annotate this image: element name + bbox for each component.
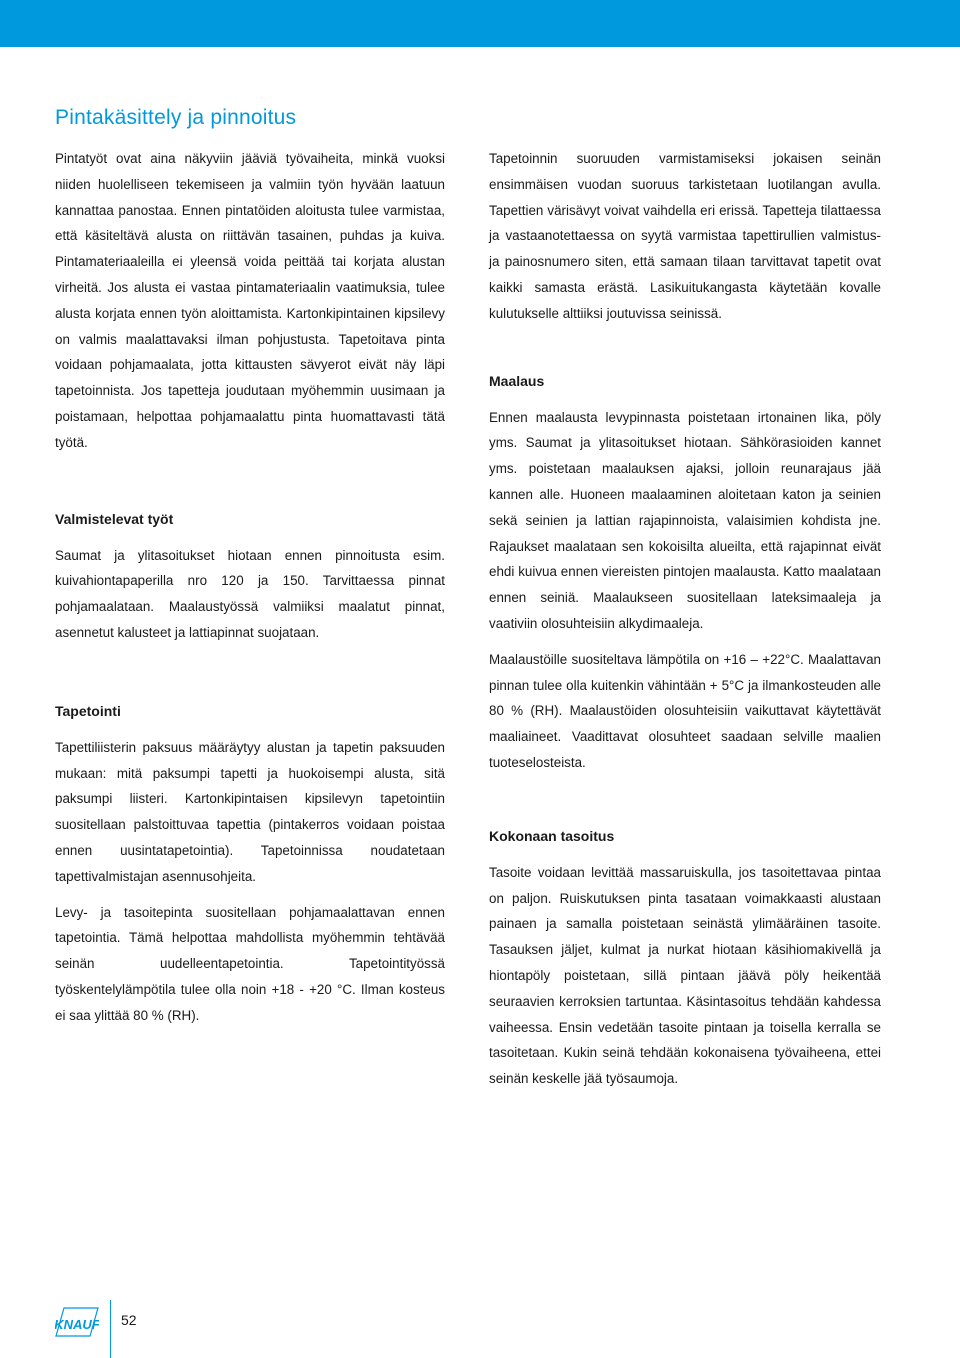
footer-divider <box>110 1300 111 1358</box>
tapetointi-continued-paragraph: Tapetoinnin suoruuden varmistamiseksi jokaisen seinän ensimmäisen vuodan suoruus tarkistetaan luotilangan avulla. Tapettien värisävyt voivat vaihdella eri erissä. Tapetteja tilattaessa ja vastaanotettaessa on syytä varmistaa tapettirullien valmistus- ja painosnumero siten, että samaan tilaan tarvittavat tapetit ovat kaikki samasta erästä. Lasikuitukangasta käytetään kovalle kulutukselle alttiiksi joutuvissa seinissä. <box>489 151 881 321</box>
right-column <box>489 146 881 1092</box>
intro-paragraph: Pintatyöt ovat aina näkyviin jääviä työvaiheita, minkä vuoksi niiden huolelliseen tekemiseen ja valmiin työn hyvään laatuun kannattaa panostaa. Ennen pintatöiden aloitusta tulee varmistaa, että käsiteltävä alusta on riittävän tasainen, puhdas ja kuiva. Pintamateriaaleilla ei yleensä voida peittää tai korjata alustan virheitä. Jos alusta ei vastaa pintamateriaalin vaatimuksia, tulee alusta korjata ennen työn aloittamista. Kartonkipintainen kipsilevy on valmis maalattavaksi ilman pohjustusta. Tapetoitava pinta voidaan pohjamaalata, jotta kittausten sävyerot eivät näy läpi tapetoinnista. Jos tapetteja joudutaan myöhemmin uusimaan ja poistamaan, helpottaa pohjamaalattu pinta huomattavasti tätä työtä. <box>55 151 445 450</box>
knauf-logo <box>55 1306 99 1343</box>
kokonaan-tasoitus-paragraph: Tasoite voidaan levittää massaruiskulla, jos tasoitettavaa pintaa on paljon. Ruiskutuksen pinta tasataan voimakkaasti alustaan painaen ja samalla poistetaan seinästä ylimääräinen tasoite. Tasauksen jäljet, kulmat ja nurkat hiotaan käsihiomakivellä ja hiontapöly poistetaan, sillä pintaan jäävä pöly heikentää seuraavien kerroksien tartuntaa. Käsintasoitus tehdään kahdessa vaiheessa. Ensin vedetään tasoite pintaan ja toisella kerralla se tasoitetaan. Kukin seinä tehdään kokonaisena työvaiheena, ettei seinän keskelle jää työsaumoja. <box>489 864 881 1087</box>
left-column <box>55 146 445 1029</box>
tapetointi-paragraph-1: Tapettiliisterin paksuus määräytyy alustan ja tapetin paksuuden mukaan: mitä paksumpi tapetti ja huokoisempi alusta, sitä paksumpi liisteri. Kartonkipintaisen kipsilevyn tapetointiin suositellaan palstoittuvaa tapettia (pintakerros voidaan poistaa ennen uusintatapetointia). Tapetoinnissa noudatetaan tapettivalmistajan asennusohjeita. <box>55 739 445 884</box>
heading-tapetointi: Tapetointi <box>55 702 121 719</box>
tapetointi-paragraph-2: Levy- ja tasoitepinta suositellaan pohjamaalattavan ennen tapetointia. Tämä helpottaa mahdollista myöhemmin tehtävää seinän uudelleentapetointia. Tapetointityössä työskentelylämpötila tulee olla noin +18 - +20 °C. Ilman kosteus ei saa ylittää 80 % (RH). <box>55 904 445 1023</box>
heading-valmistelevat-tyot: Valmistelevat työt <box>55 510 174 527</box>
page-number: 52 <box>121 1312 137 1328</box>
top-accent-bar <box>0 0 960 47</box>
maalaus-paragraph-1: Ennen maalausta levypinnasta poistetaan irtonainen lika, pöly yms. Saumat ja ylitasoitukset hiotaan. Sähkörasioiden kannet yms. poistetaan maalauksen ajaksi, jolloin reunarajaus jää kannen alle. Huoneen maalaaminen aloitetaan katon ja seinien sekä seinien ja lattian rajapinnoista, valaisimien kohdista jne. Rajaukset maalataan sen kokoisilta alueilta, että rajapinnat eivät ehdi kuivua ennen viereisten pintojen maalausta. Katto maalataan ennen seiniä. Maalaukseen suositellaan lateksimaaleja ja vaativiin olosuhteisiin alkydimaaleja. <box>489 409 881 631</box>
heading-kokonaan-tasoitus: Kokonaan tasoitus <box>489 827 615 844</box>
knauf-logo-icon <box>55 1306 99 1338</box>
page-title: Pintakäsittely ja pinnoitus <box>55 106 297 129</box>
maalaus-paragraph-2: Maalaustöille suositeltava lämpötila on +16 – +22°C. Maalattavan pinnan tulee olla kuitenkin vähintään + 5°C ja ilmankosteuden alle 80 % (RH). Maalaustöiden olosuhteisiin vaikuttavat käytettävät maaliaineet. Vaadittavat olosuhteet saadaan selville maalien tuoteselosteista. <box>489 651 881 770</box>
valmistelevat-paragraph: Saumat ja ylitasoitukset hiotaan ennen pinnoitusta esim. kuivahiontapaperilla nro 120 ja 150. Tarvittaessa pinnat pohjamaalataan. Maalaustyössä valmiiksi maalatut pinnat, asennetut kalusteet ja lattiapinnat suojataan. <box>55 547 445 640</box>
heading-maalaus: Maalaus <box>489 372 545 389</box>
knauf-logo-text: KNAUF <box>55 1317 99 1332</box>
